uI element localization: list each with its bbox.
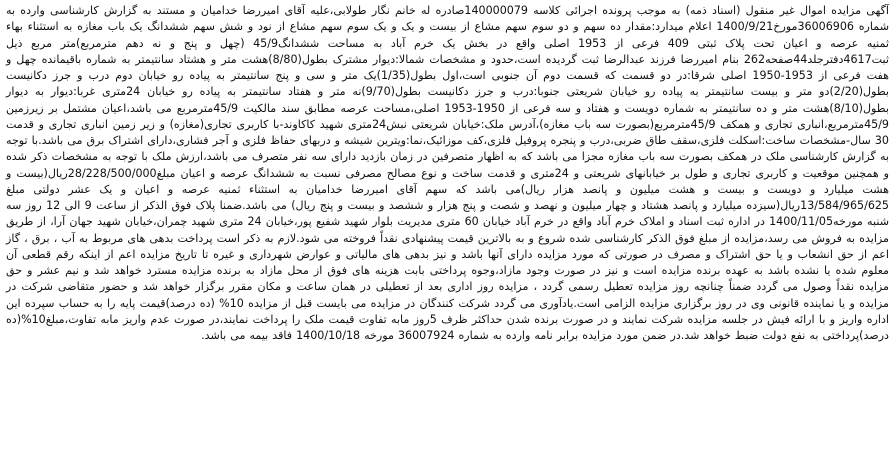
auction-notice-text: آگهی مزایده اموال غیر منقول (اسناد ذمه) به موجب پرونده اجرائی کلاسه 140000079صادره له خانم نگار طولابی،علیه آقای امیررضا خدامیان و مستند به گزارش کارشناسی وارده به شماره 36006906مورخ1400/9/21 اعلام میدارد:مقدار ده سهم و دو سوم سهم مشاع از بیست و یک و یک سوم سهم مشاع از نود و شش سهم ششدانگ یک باب مغازه به استثناء بهاء ثمنیه عرصه و اعیان تحت پلاک ثبتی 409 فرعی از 1953 اصلی واقع در بخش یک خرم آباد به مساحت ششدانگ45/9 (چهل و پنج و نه دهم مترمربع)متر مربع ذیل ثبت4617دفترجلد44صفحه262 بنام امیررضا فرزند عبدالرضا ثبت گردیده است،حدود و مشخصات شمالا:دیوار مشترک بطول(8/80)هشت متر و هشتاد سانتیمتر به شماره باقیمانده چهل و هفت فرعی از 1953-1950 اصلی شرقا:در دو قسمت که قسمت دوم آن جنوبی است،اول بطول(1/35)یک متر و سی و پنج سانتیمتر به پیاده رو خیابان دوم درب و جرز دکانیست بطول(2/20)دو متر و بیست سانتیمتر به پیاده رو خیابان شریعتی جنوبا:درب و جرز دکانیست بطول(9/70)نه متر و هفتاد سانتیمتر به پیاده رو خیابان 24متری غربا:دیوار به دیوار بطول(8/10)هشت متر و ده سانتیمتر به شماره دویست و هفتاد و سه فرعی از 1950-1953 اصلی،مساحت عرصه مطابق سند مالکیت 45/9مترمربع می باشد،اعیان مشتمل بر زیرزمین 45/9مترمربع،انباری تجاری و همکف 45/9مترمربع(بصورت سه باب مغازه)،آدرس ملک:خیابان شریعتی نبش24متری شهید کاکاوند-با کاربری تجاری(مغازه) و زیر زمین انباری تجاری و قدمت 30 سال-مشخصات ساخت:اسکلت فلزی،سقف طاق ضربی،درب و پنجره پروفیل فلزی،کف موزائیک،نما:ویترین شیشه و دربهای حفاظ فلزی و آجر فشاری،دارای اشتراک برق می باشد.با توجه به گزارش کارشناسی ملک در همکف بصورت سه باب مغازه مجزا می باشد که به اظهار متصرفین در زمان بازدید دارای سه نفر متصرف می باشد،ارزش ملک با توجه به مشخصات ذکر شده و همچنین موقعیت و کاربری تجاری و طول بر خیابانهای شریعتی و 24متری و قدمت ساخت و نوع مصالح مصرفی نسبت به ششدانگ عرصه و اعیان مبلغ28/228/500/000ریال(بیست و هشت میلیارد و دویست و بیست و هشت میلیون و پانصد هزار ریال)می باشد که سهم آقای امیررضا خدامیان به استثناء ثمنیه عرصه و اعیان و یک عشر دولتی مبلغ 13/584/965/625ریال(سیزده میلیارد و پانصد هشتاد و چهار میلیون و نهصد و شصت و پنج هزار و ششصد و بیست و پنج ریال) می باشد.ضمنا پلاک فوق الذکر از ساعت 9 الی 12 روز سه شنبه مورخه1400/11/05 در اداره ثبت اسناد و املاک خرم آباد واقع در خرم آباد خیابان 60 متری مدیریت بلوار شهید شفیع پور،خیابان 24 متری شهید چمران،خیابان شهید جهان آرا، از طریق مزایده به فروش می رسد،مزایده از مبلغ فوق الذکر کارشناسی شده شروع و به بالاترین قیمت پیشنهادی نقداً فروخته می شود.لازم به ذکر است پرداخت بدهی های مربوط به آب ، برق ، گاز اعم از حق انشعاب و یا حق اشتراک و مصرف در صورتی که مورد مزایده دارای آنها باشد و نیز بدهی های مالیاتی و عوارض شهرداری و غیره تا تاریخ مزایده اعم از اینکه رقم قطعی آن معلوم شده یا نشده باشد به عهده برنده مزایده است و نیز در صورت وجود مازاد،وجوه پرداختی بابت هزینه های فوق از محل مازاد به برنده مزایده مسترد خواهد شد و نیم عشر و حق مزایده نقداً وصول می گردد ضمناً چنانچه روز مزایده تعطیل رسمی گردد ، مزایده روز اداری بعد از تعطیلی در همان ساعت و مکان مقرر برگزار خواهد شد و حضور متقاضی شرکت در مزایده و یا نماینده قانونی وی در روز برگزاری مزایده الزامی است.یادآوری می گردد شرکت کنندگان در مزایده می بایست قبل از مزایده 10% (ده درصد)قیمت پایه را به حساب سپرده این اداره واریز و با ارائه فیش در جلسه مزایده شرکت نمایند و در صورت برنده شدن حداکثر ظرف 5روز مابه تفاوت قیمت ملک را پرداخت نمایند،در صورت عدم واریز مابه تفاوت،مبلغ10%(ده درصد)پرداختی به نفع دولت ضبط خواهد شد.در ضمن مورد مزایده برابر نامه وارده به شماره 36007924 مورخه 1400/10/18 فاقد بیمه می باشد. [6, 4, 890, 342]
